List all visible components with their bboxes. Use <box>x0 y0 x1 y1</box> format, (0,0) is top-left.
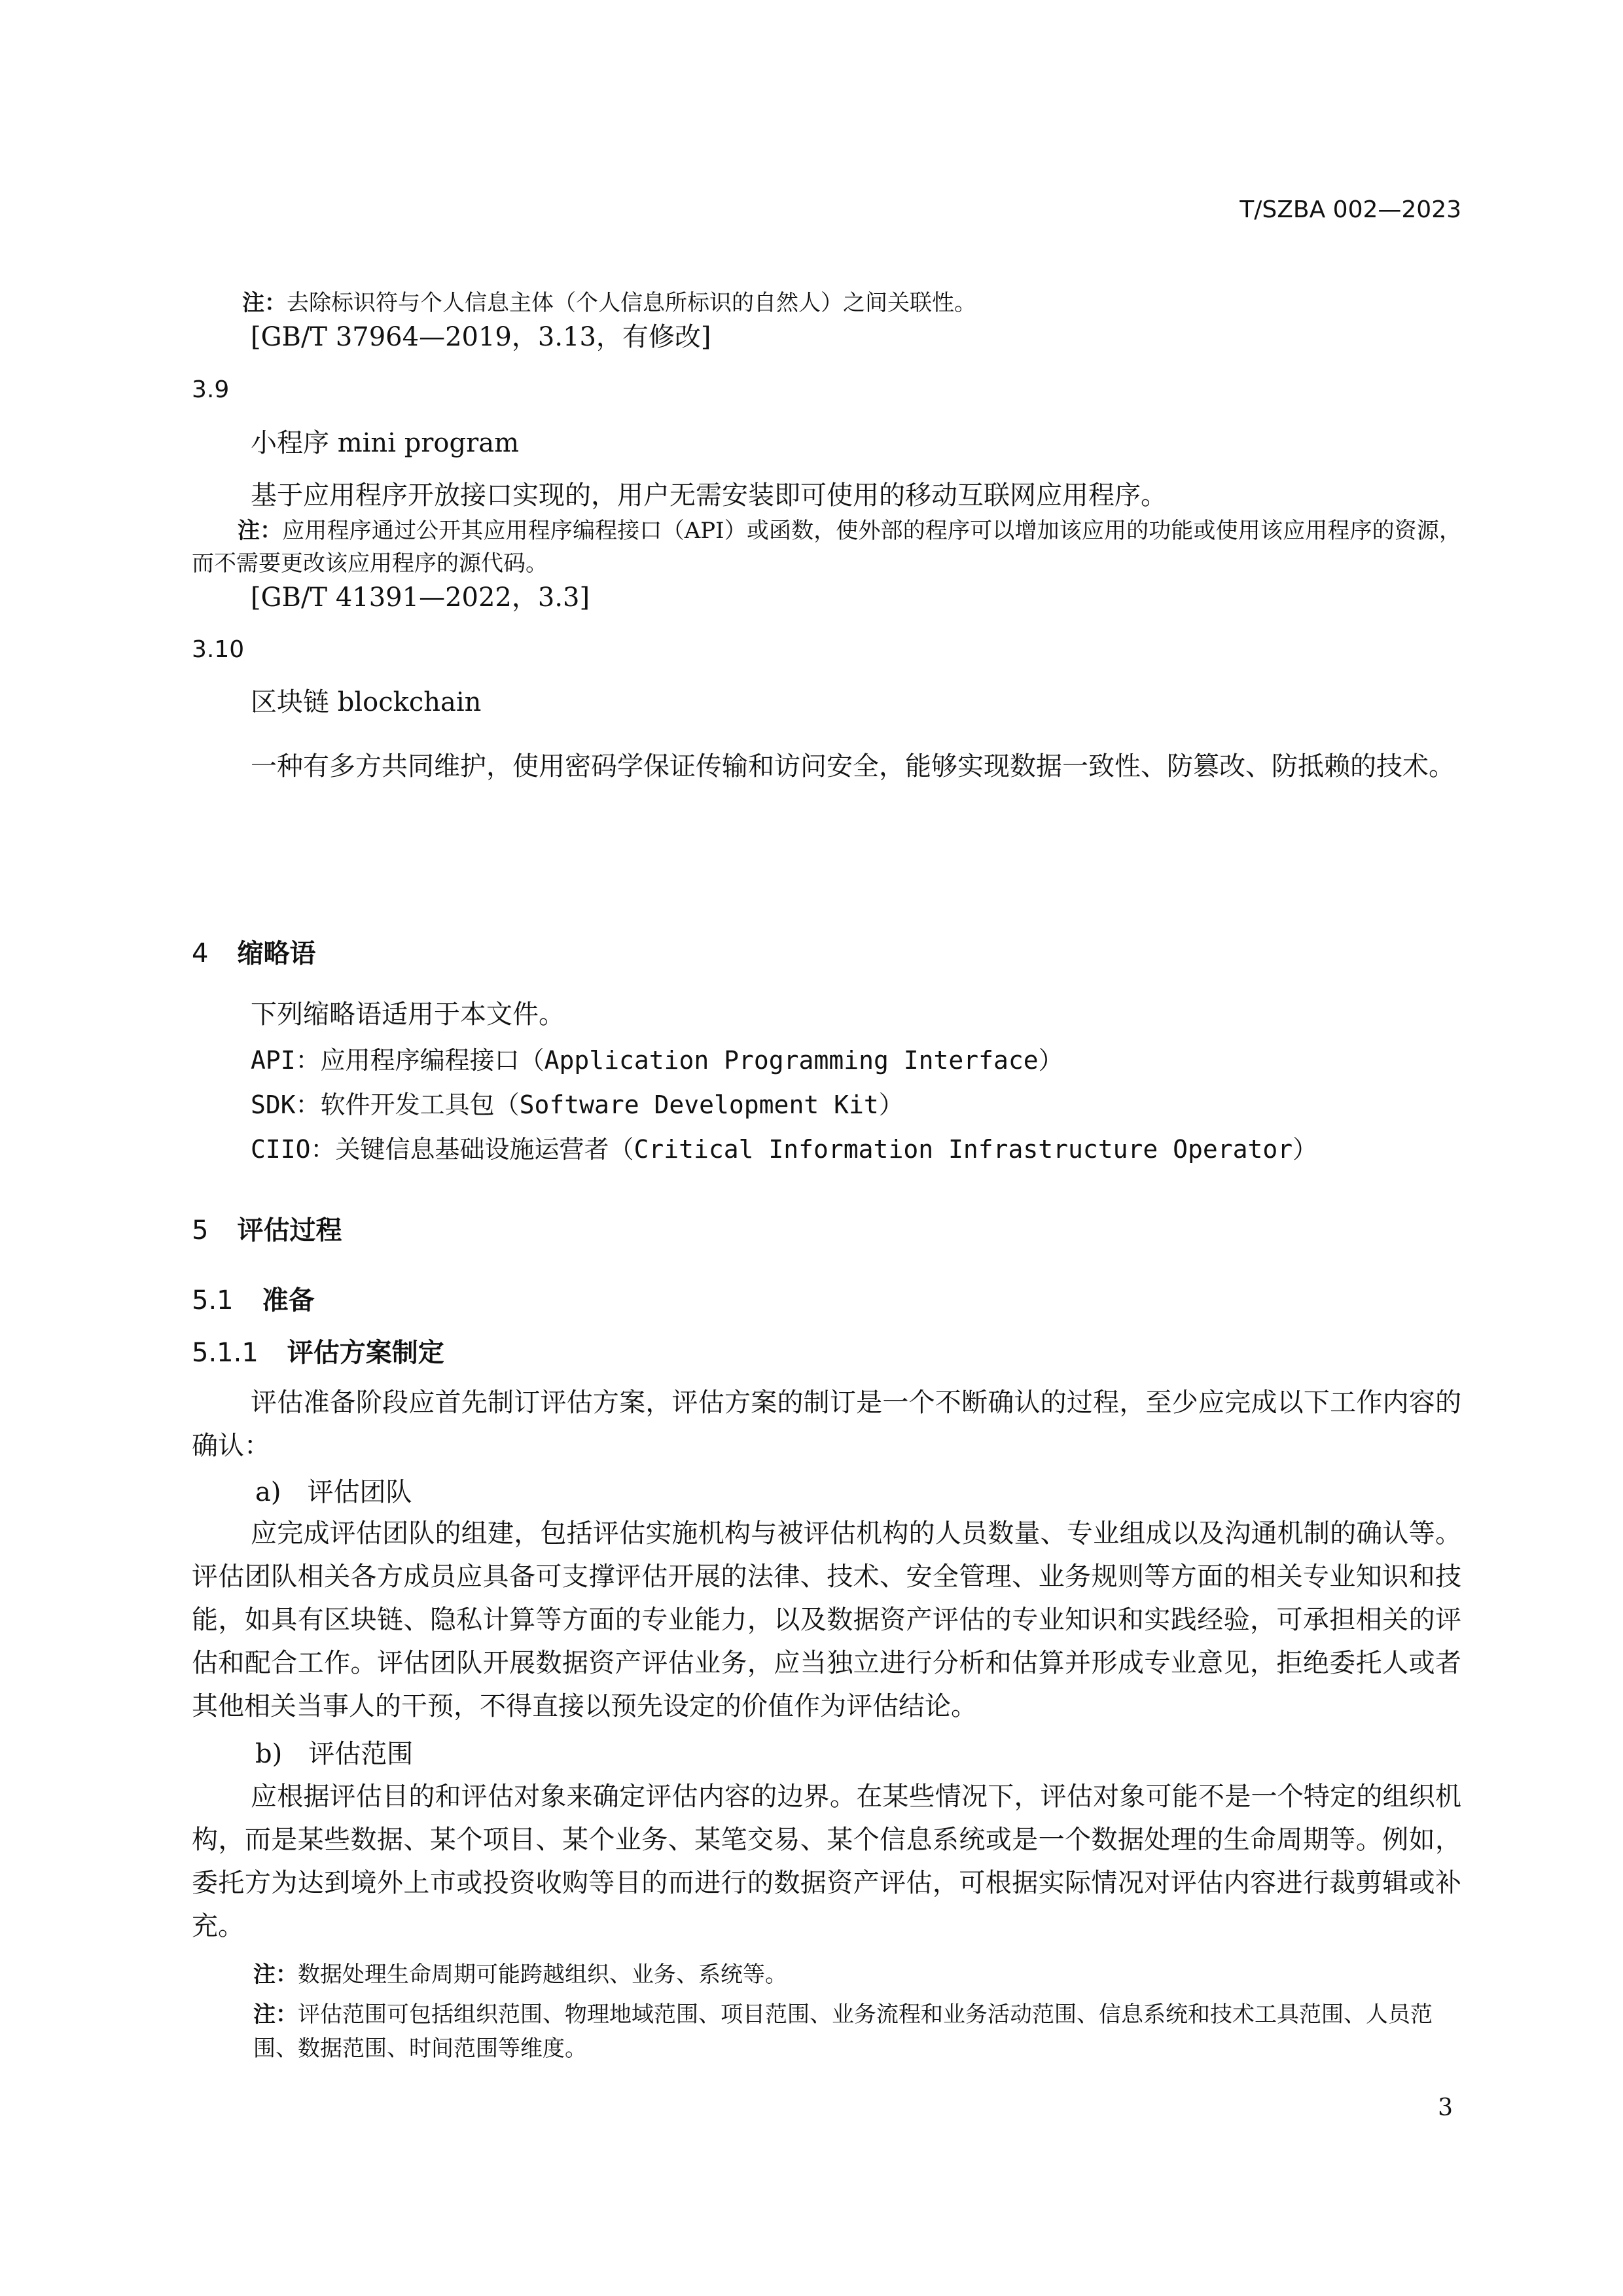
note-label: 注： <box>253 2001 298 2028</box>
term-3-10: 区块链 blockchain <box>251 687 482 717</box>
section-5-heading <box>192 1210 342 1247</box>
list-item-b <box>255 1738 413 1770</box>
abbrev-intro: 下列缩略语适用于本文件。 <box>251 999 565 1030</box>
list-marker: b) <box>255 1739 283 1769</box>
list-label: 评估范围 <box>308 1739 414 1769</box>
clause-number-3-9: 3.9 <box>192 376 230 403</box>
note-scope-dimensions <box>253 1998 1461 2066</box>
note-label: 注： <box>238 518 283 544</box>
clause-number-3-10: 3.10 <box>192 636 245 663</box>
section-title: 准备 <box>262 1285 315 1316</box>
note-label: 注： <box>253 1962 298 1988</box>
section-5-1-1-heading <box>192 1332 444 1369</box>
abbrev-api: API：应用程序编程接口（Application Programming Interface） <box>251 1046 1063 1075</box>
note-text: 去除标识符与个人信息主体（个人信息所标识的自然人）之间关联性。 <box>287 290 976 316</box>
section-number: 5.1.1 <box>192 1338 259 1368</box>
note-text: 评估范围可包括组织范围、物理地域范围、项目范围、业务流程和业务活动范围、信息系统和技术工具范围、人员范围、数据范围、时间范围等维度。 <box>253 2001 1433 2062</box>
note-lifecycle <box>253 1958 1461 1992</box>
section-title: 评估过程 <box>237 1215 342 1246</box>
section-4-heading <box>192 933 315 970</box>
page-number: 3 <box>1438 2094 1453 2121</box>
paragraph-evaluation-team: 应完成评估团队的组建，包括评估实施机构与被评估机构的人员数量、专业组成以及沟通机制的确认等。评估团队相关各方成员应具备可支撑评估开展的法律、技术、安全管理、业务规则等方面的相关专业知识和技能，如具有区块链、隐私计算等方面的专业能力，以及数据资产评估的专业知识和实践经验，可承担相关的评估和配合工作。评估团队开展数据资产评估业务，应当独立进行分析和估算并形成专业意见，拒绝委托人或者其他相关当事人的干预，不得直接以预先设定的价值作为评估结论。 <box>192 1518 1461 1721</box>
note-label: 注： <box>242 290 287 316</box>
list-label: 评估团队 <box>307 1477 412 1507</box>
paragraph-5-1-1-intro: 评估准备阶段应首先制订评估方案，评估方案的制订是一个不断确认的过程，至少应完成以下工作内容的确认： <box>192 1388 1461 1461</box>
list-marker: a) <box>255 1477 281 1507</box>
section-title: 缩略语 <box>237 939 316 969</box>
document-id: T/SZBA 002—2023 <box>1240 196 1461 223</box>
section-number: 5.1 <box>192 1285 234 1316</box>
note-3-8 <box>242 289 976 317</box>
source-ref-3-9: [GB/T 41391—2022，3.3] <box>251 583 590 613</box>
section-number: 4 <box>192 939 209 969</box>
paragraph-evaluation-scope: 应根据评估目的和评估对象来确定评估内容的边界。在某些情况下，评估对象可能不是一个特定的组织机构，而是某些数据、某个项目、某个业务、某笔交易、某个信息系统或是一个数据处理的生命周期等。例如，委托方为达到境外上市或投资收购等目的而进行的数据资产评估，可根据实际情况对评估内容进行裁剪辑或补充。 <box>192 1782 1461 1941</box>
section-number: 5 <box>192 1215 209 1246</box>
source-ref-3-8: [GB/T 37964—2019，3.13，有修改] <box>251 322 711 352</box>
definition-3-9: 基于应用程序开放接口实现的，用户无需安装即可使用的移动互联网应用程序。 <box>251 480 1167 511</box>
note-text: 数据处理生命周期可能跨越组织、业务、系统等。 <box>298 1962 787 1988</box>
section-5-1-heading <box>192 1280 315 1317</box>
section-title: 评估方案制定 <box>287 1338 444 1368</box>
list-item-a <box>255 1476 412 1509</box>
abbrev-sdk: SDK：软件开发工具包（Software Development Kit） <box>251 1090 904 1119</box>
abbrev-ciio: CIIO：关键信息基础设施运营者（Critical Information Infrastructure Operator） <box>251 1135 1318 1164</box>
note-3-9 <box>192 514 1461 580</box>
definition-3-10: 一种有多方共同维护，使用密码学保证传输和访问安全，能够实现数据一致性、防篡改、防抵赖的技术。 <box>251 751 1455 781</box>
term-3-9: 小程序 mini program <box>251 428 520 458</box>
note-text: 应用程序通过公开其应用程序编程接口（API）或函数，使外部的程序可以增加该应用的功能或使用该应用程序的资源，而不需要更改该应用程序的源代码。 <box>192 518 1462 577</box>
